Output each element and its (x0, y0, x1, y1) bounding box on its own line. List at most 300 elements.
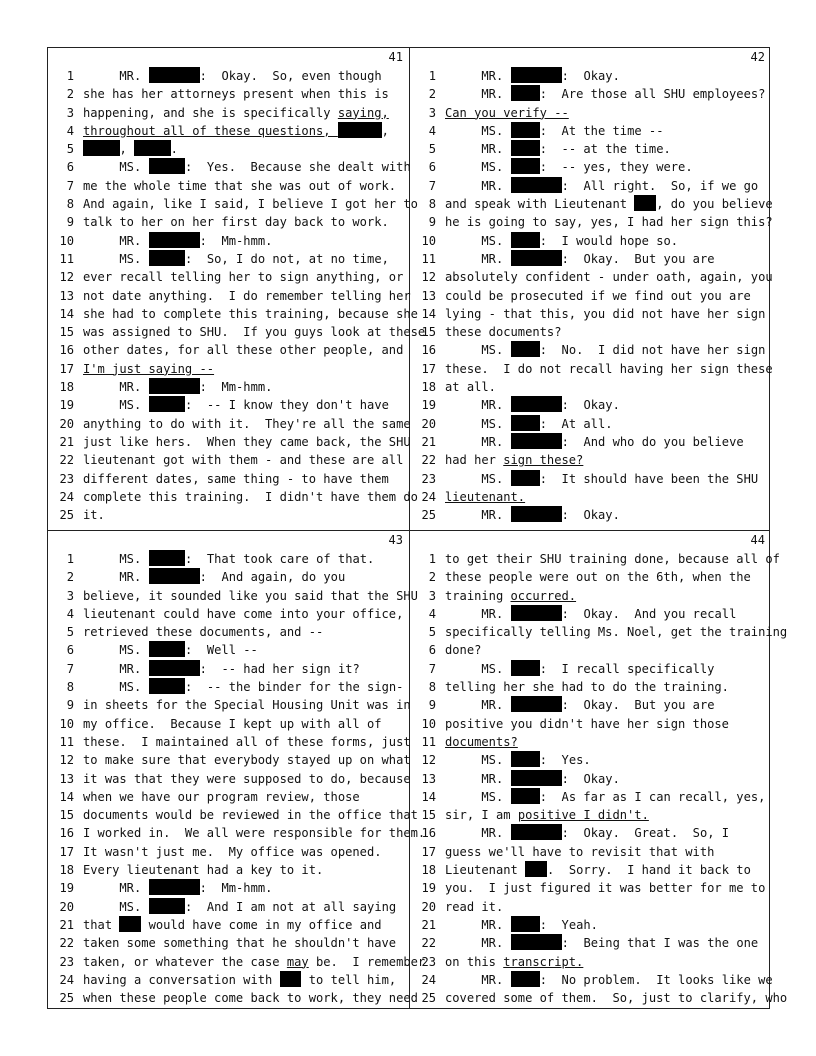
line-text: lying - that this, you did not have her sign (445, 306, 766, 321)
page-lines (48, 67, 426, 524)
line-text: covered some of them. So, just to clarify, who (445, 991, 788, 1006)
redaction-block (511, 751, 540, 767)
transcript-line (410, 879, 771, 897)
line-number: 21 (421, 917, 436, 932)
transcript-line (410, 953, 771, 971)
transcript-line (410, 488, 771, 506)
transcript-line (410, 396, 771, 414)
line-text: MS. : -- yes, they were. (445, 160, 693, 175)
line-text: retrieved these documents, and -- (83, 625, 324, 640)
redaction-block (634, 195, 656, 211)
transcript-line (410, 305, 771, 323)
line-number: 11 (421, 251, 436, 266)
line-text: , . (83, 140, 178, 158)
transcript-line (48, 396, 409, 414)
line-number: 5 (66, 142, 74, 157)
transcript-line (410, 641, 771, 659)
line-number: 3 (66, 105, 74, 120)
line-text: it. (83, 508, 105, 523)
line-text: I'm just saying -- (83, 361, 215, 376)
redaction-block (149, 660, 200, 676)
transcript-line (410, 85, 771, 103)
transcript-line (410, 158, 771, 176)
line-text: MR. : Okay. But you are (445, 251, 715, 266)
line-number: 1 (66, 69, 74, 83)
redaction-block (511, 232, 540, 248)
transcript-line (48, 323, 426, 341)
transcript-line (48, 122, 409, 140)
line-number: 11 (59, 251, 74, 266)
redaction-block (338, 122, 382, 138)
line-text: believe, it sounded like you said that the SHU (83, 588, 418, 603)
transcript-line (48, 177, 409, 195)
transcript-line (48, 623, 409, 641)
redaction-block (119, 916, 141, 932)
line-number: 6 (428, 160, 436, 175)
transcript-line (48, 305, 418, 323)
line-number: 5 (428, 625, 436, 640)
line-text: could be prosecuted if we find out you are (445, 288, 751, 303)
line-number: 2 (66, 87, 74, 102)
line-text: you. I just figured it was better for me to (445, 881, 766, 896)
line-text: MR. : No problem. It looks like we (445, 972, 773, 987)
transcript-line (48, 433, 409, 451)
line-text: these. I do not recall having her sign these (445, 361, 773, 376)
redaction-block (511, 122, 540, 138)
line-text: MS. : I would hope so. (445, 233, 679, 248)
transcript-line (48, 971, 409, 989)
transcript-line (48, 67, 409, 85)
line-number: 20 (421, 899, 436, 914)
transcript-line (410, 195, 771, 213)
redaction-block (511, 158, 540, 174)
line-number: 1 (428, 552, 436, 566)
line-text: MS. : Well -- (83, 643, 258, 658)
transcript-line (48, 989, 418, 1007)
line-text: in sheets for the Special Housing Unit was in (83, 698, 411, 713)
line-number: 7 (66, 178, 74, 193)
transcript-line (48, 341, 409, 359)
transcript-line (48, 934, 409, 952)
transcript-line (410, 140, 771, 158)
line-number: 14 (59, 306, 74, 321)
redaction-block (511, 177, 562, 193)
line-text: MR. : Are those all SHU employees? (445, 87, 766, 102)
transcript-line (48, 195, 418, 213)
page-lines (410, 550, 788, 1007)
line-number: 23 (421, 471, 436, 486)
line-text: specifically telling Ms. Noel, get the training (445, 625, 788, 640)
redaction-block (511, 470, 540, 486)
transcript-line (410, 104, 771, 122)
line-text: MR. : Mm-hmm. (83, 380, 273, 395)
line-number: 4 (66, 606, 74, 621)
line-number: 25 (59, 508, 74, 523)
transcript-line (48, 733, 409, 751)
page-number: 42 (750, 50, 765, 64)
transcript-line (410, 506, 771, 524)
line-text: when these people come back to work, they need (83, 991, 418, 1006)
page-lines (410, 67, 771, 524)
line-number: 9 (428, 215, 436, 230)
line-text: she has her attorneys present when this is (83, 87, 389, 102)
line-text: it was that they were supposed to do, because (83, 771, 411, 786)
line-text: MR. : Okay. (445, 508, 620, 523)
line-number: 15 (421, 808, 436, 823)
line-text: MS. : -- the binder for the sign- (83, 680, 404, 695)
line-number: 4 (428, 123, 436, 138)
line-number: 17 (421, 361, 436, 376)
line-text: documents would be reviewed in the office that (83, 808, 418, 823)
line-text: MS. : And I am not at all saying (83, 899, 397, 914)
transcript-line (48, 715, 409, 733)
line-number: 13 (59, 288, 74, 303)
line-text: at all. (445, 380, 496, 395)
transcript-sheet (47, 47, 788, 1009)
line-number: 13 (421, 288, 436, 303)
line-text: MR. : Being that I was the one (445, 936, 759, 951)
line-number: 19 (59, 881, 74, 896)
line-number: 12 (421, 753, 436, 768)
redaction-block (511, 605, 562, 621)
redaction-block (134, 140, 171, 156)
redaction-block (511, 770, 562, 786)
line-text: taken some something that he shouldn't have (83, 936, 397, 951)
line-number: 6 (428, 643, 436, 658)
line-text: Every lieutenant had a key to it. (83, 863, 324, 878)
transcript-line (410, 770, 771, 788)
line-number: 16 (59, 826, 74, 841)
line-number: 3 (428, 588, 436, 603)
line-number: 8 (428, 197, 436, 212)
line-text: different dates, same thing - to have them (83, 471, 389, 486)
line-text: MR. : Okay. So, even though (83, 69, 382, 83)
transcript-line (48, 104, 409, 122)
line-number: 10 (421, 716, 436, 731)
line-number: 10 (59, 233, 74, 248)
transcript-line (410, 934, 771, 952)
line-number: 21 (421, 434, 436, 449)
transcript-line (48, 568, 409, 586)
transcript-line (48, 788, 409, 806)
line-text: MR. : Okay. (445, 398, 620, 413)
transcript-line (410, 323, 771, 341)
transcript-line (410, 268, 771, 286)
transcript-line (48, 488, 418, 506)
transcript-line (410, 623, 788, 641)
line-number: 17 (421, 844, 436, 859)
transcript-line (48, 587, 418, 605)
line-number: 18 (421, 380, 436, 395)
transcript-line (48, 360, 409, 378)
transcript-line (48, 806, 418, 824)
line-number: 9 (428, 698, 436, 713)
line-number: 17 (59, 844, 74, 859)
redaction-block (511, 824, 562, 840)
redaction-block (511, 415, 540, 431)
transcript-line (410, 177, 771, 195)
transcript-line (48, 660, 409, 678)
line-text: Can you verify -- (445, 105, 569, 120)
transcript-line (410, 788, 771, 806)
line-text: was assigned to SHU. If you guys look at these (83, 325, 426, 340)
line-text: training occurred. (445, 588, 577, 603)
line-text: lieutenant could have come into your office, (83, 606, 404, 621)
line-text: I worked in. We all were responsible for them. (83, 826, 426, 841)
transcript-line (410, 605, 771, 623)
line-number: 7 (428, 178, 436, 193)
line-text: It wasn't just me. My office was opened. (83, 844, 382, 859)
transcript-line (48, 470, 409, 488)
line-text: done? (445, 643, 482, 658)
transcript-line (410, 67, 771, 85)
transcript-line (48, 213, 409, 231)
line-number: 16 (421, 826, 436, 841)
line-number: 17 (59, 361, 74, 376)
line-text: my office. Because I kept up with all of (83, 716, 382, 731)
line-text: MR. : Okay. (445, 771, 620, 786)
transcript-line (48, 824, 426, 842)
line-text: he is going to say, yes, I had her sign this? (445, 215, 773, 230)
redaction-block (511, 506, 562, 522)
transcript-line (410, 360, 771, 378)
transcript-line (410, 451, 771, 469)
line-number: 6 (66, 643, 74, 658)
line-text: ever recall telling her to sign anything, or (83, 270, 404, 285)
line-number: 22 (59, 453, 74, 468)
transcript-line (410, 341, 771, 359)
line-number: 8 (66, 680, 74, 695)
line-text: MR. : Yeah. (445, 917, 598, 932)
transcript-page-43 (48, 531, 426, 1012)
redaction-block (280, 971, 302, 987)
line-number: 4 (66, 123, 74, 138)
redaction-block (83, 140, 120, 156)
page-lines (48, 550, 426, 1007)
transcript-line (410, 550, 780, 568)
line-number: 23 (421, 954, 436, 969)
transcript-line (410, 287, 771, 305)
transcript-page-42 (410, 48, 771, 529)
page-number: 44 (750, 533, 765, 547)
transcript-line (48, 550, 409, 568)
line-number: 19 (421, 398, 436, 413)
line-text: that would have come in my office and (83, 917, 382, 932)
line-text: absolutely confident - under oath, again, you (445, 270, 773, 285)
transcript-line (48, 879, 409, 897)
line-number: 22 (421, 936, 436, 951)
transcript-line (410, 470, 771, 488)
transcript-line (410, 232, 771, 250)
line-text: positive you didn't have her sign those (445, 716, 729, 731)
redaction-block (149, 568, 200, 584)
line-text: me the whole time that she was out of work. (83, 178, 397, 193)
line-number: 18 (59, 863, 74, 878)
transcript-line (410, 415, 771, 433)
line-number: 21 (59, 917, 74, 932)
line-number: 23 (59, 954, 74, 969)
line-text: MS. : So, I do not, at no time, (83, 251, 389, 266)
transcript-line (48, 415, 409, 433)
redaction-block (149, 67, 200, 83)
line-number: 5 (66, 625, 74, 640)
line-number: 20 (421, 416, 436, 431)
line-text: happening, and she is specifically saying, (83, 105, 389, 120)
line-text: MR. : And who do you believe (445, 434, 744, 449)
line-number: 11 (59, 734, 74, 749)
transcript-line (48, 696, 409, 714)
line-text: sir, I am positive I didn't. (445, 808, 649, 823)
line-text: to make sure that everybody stayed up on what (83, 753, 411, 768)
line-number: 10 (421, 233, 436, 248)
line-number: 7 (428, 661, 436, 676)
line-number: 24 (421, 972, 436, 987)
line-text: MS. : -- I know they don't have (83, 398, 389, 413)
redaction-block (511, 934, 562, 950)
redaction-block (511, 140, 540, 156)
line-number: 18 (59, 380, 74, 395)
transcript-line (410, 989, 788, 1007)
line-number: 16 (421, 343, 436, 358)
line-number: 1 (428, 69, 436, 83)
line-number: 9 (66, 215, 74, 230)
transcript-line (410, 696, 771, 714)
transcript-line (410, 568, 771, 586)
line-text: anything to do with it. They're all the same (83, 416, 411, 431)
line-text: not date anything. I do remember telling her (83, 288, 411, 303)
line-number: 13 (421, 771, 436, 786)
transcript-line (48, 250, 409, 268)
line-number: 2 (428, 570, 436, 585)
line-text: MR. : Okay. But you are (445, 698, 715, 713)
transcript-line (48, 158, 409, 176)
line-text: these. I maintained all of these forms, just (83, 734, 411, 749)
line-text: MR. : And again, do you (83, 570, 346, 585)
line-number: 19 (59, 398, 74, 413)
line-number: 24 (59, 972, 74, 987)
line-number: 1 (66, 552, 74, 566)
line-text: MR. : Okay. (445, 69, 620, 83)
transcript-line (48, 861, 409, 879)
transcript-line (410, 898, 771, 916)
transcript-line (410, 660, 771, 678)
redaction-block (511, 85, 540, 101)
line-text: when we have our program review, those (83, 789, 360, 804)
transcript-line (410, 751, 771, 769)
redaction-block (511, 971, 540, 987)
line-number: 24 (59, 489, 74, 504)
transcript-line (410, 971, 771, 989)
line-text: lieutenant got with them - and these are all (83, 453, 404, 468)
line-number: 16 (59, 343, 74, 358)
redaction-block (149, 250, 186, 266)
line-number: 14 (59, 789, 74, 804)
line-number: 12 (59, 753, 74, 768)
line-number: 20 (59, 899, 74, 914)
transcript-line (48, 916, 409, 934)
line-text: MS. : No. I did not have her sign (445, 343, 766, 358)
line-number: 4 (428, 606, 436, 621)
transcript-line (48, 898, 409, 916)
transcript-line (410, 433, 771, 451)
transcript-line (48, 605, 409, 623)
redaction-block (149, 550, 186, 566)
page-number: 41 (388, 50, 403, 64)
line-number: 23 (59, 471, 74, 486)
line-number: 25 (421, 991, 436, 1006)
redaction-block (149, 232, 200, 248)
line-number: 15 (421, 325, 436, 340)
line-text: MR. : All right. So, if we go (445, 178, 759, 193)
line-number: 9 (66, 698, 74, 713)
line-number: 7 (66, 661, 74, 676)
line-number: 15 (59, 808, 74, 823)
transcript-line (48, 140, 409, 158)
redaction-block (511, 696, 562, 712)
transcript-line (410, 378, 771, 396)
transcript-line (48, 953, 426, 971)
line-number: 2 (66, 570, 74, 585)
redaction-block (511, 788, 540, 804)
redaction-block (511, 396, 562, 412)
transcript-line (48, 506, 409, 524)
transcript-line (410, 733, 771, 751)
line-number: 15 (59, 325, 74, 340)
line-number: 18 (421, 863, 436, 878)
transcript-line (410, 587, 771, 605)
line-number: 24 (421, 489, 436, 504)
line-text: MS. : It should have been the SHU (445, 471, 759, 486)
line-text: MR. : Okay. Great. So, I (445, 826, 730, 841)
line-number: 10 (59, 716, 74, 731)
redaction-block (149, 898, 186, 914)
transcript-line (48, 378, 409, 396)
line-text: MS. : Yes. Because she dealt with (83, 160, 411, 175)
redaction-block (149, 378, 200, 394)
line-text: MR. : Okay. And you recall (445, 606, 737, 621)
line-number: 25 (59, 991, 74, 1006)
line-number: 22 (59, 936, 74, 951)
redaction-block (511, 341, 540, 357)
line-number: 20 (59, 416, 74, 431)
line-number: 25 (421, 508, 436, 523)
line-number: 5 (428, 142, 436, 157)
transcript-line (410, 213, 771, 231)
transcript-line (48, 678, 409, 696)
transcript-line (48, 268, 409, 286)
line-number: 3 (428, 105, 436, 120)
line-text: having a conversation with to tell him, (83, 972, 397, 987)
transcript-line (48, 843, 409, 861)
line-text: documents? (445, 734, 518, 749)
line-number: 11 (421, 734, 436, 749)
line-text: on this transcript. (445, 954, 584, 969)
line-text: guess we'll have to revisit that with (445, 844, 715, 859)
line-text: just like hers. When they came back, the SHU (83, 434, 411, 449)
line-number: 21 (59, 434, 74, 449)
line-text: lieutenant. (445, 489, 526, 504)
transcript-line (410, 715, 771, 733)
redaction-block (149, 641, 186, 657)
redaction-block (511, 433, 562, 449)
line-text: taken, or whatever the case may be. I remember (83, 954, 426, 969)
transcript-line (48, 85, 409, 103)
page-number: 43 (388, 533, 403, 547)
transcript-line (410, 861, 771, 879)
line-text: had her sign these? (445, 453, 584, 468)
redaction-block (149, 678, 186, 694)
line-text: and speak with Lieutenant , do you believe (445, 197, 773, 212)
